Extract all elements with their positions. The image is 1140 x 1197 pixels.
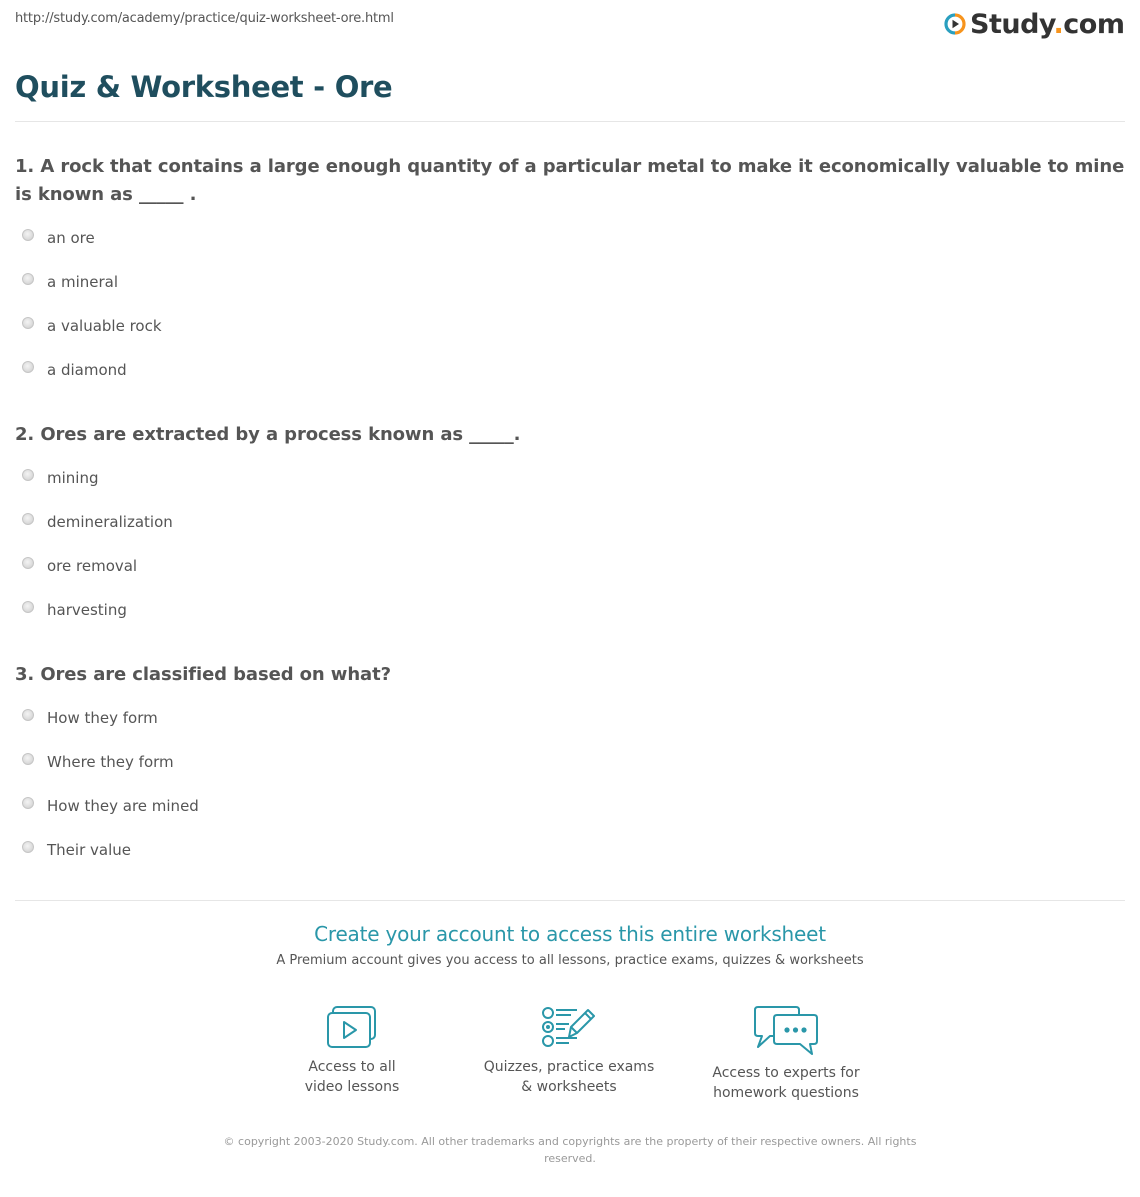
- radio-button[interactable]: [22, 841, 34, 853]
- copyright-footer: © copyright 2003-2020 Study.com. All other trademarks and copyrights are the property of their respective owners. All rights reserved.: [223, 1135, 917, 1165]
- title-divider: [15, 121, 1125, 122]
- quiz-checklist-icon: [541, 1005, 597, 1049]
- radio-button[interactable]: [22, 797, 34, 809]
- option-q2-a[interactable]: mining: [22, 467, 98, 489]
- radio-button[interactable]: [22, 709, 34, 721]
- radio-button[interactable]: [22, 557, 34, 569]
- study-logo[interactable]: [944, 8, 1125, 40]
- option-q2-d[interactable]: harvesting: [22, 599, 127, 621]
- option-q1-c[interactable]: a valuable rock: [22, 315, 162, 337]
- radio-button[interactable]: [22, 513, 34, 525]
- option-q1-a[interactable]: an ore: [22, 227, 95, 249]
- option-q3-c[interactable]: How they are mined: [22, 795, 199, 817]
- create-account-link[interactable]: Create your account to access this entire worksheet: [314, 922, 826, 946]
- option-q3-b[interactable]: Where they form: [22, 751, 174, 773]
- radio-button[interactable]: [22, 317, 34, 329]
- logo-wordmark: Study.com: [970, 8, 1125, 40]
- radio-button[interactable]: [22, 469, 34, 481]
- option-q2-c[interactable]: ore removal: [22, 555, 137, 577]
- page-url: http://study.com/academy/practice/quiz-worksheet-ore.html: [15, 11, 394, 26]
- page-title: Quiz & Worksheet - Ore: [15, 70, 393, 104]
- feature-quizzes: Quizzes, practice exams & worksheets: [479, 1005, 659, 1097]
- radio-button[interactable]: [22, 229, 34, 241]
- radio-button[interactable]: [22, 601, 34, 613]
- question-2: 2. Ores are extracted by a process known as _____.: [15, 424, 521, 445]
- radio-button[interactable]: [22, 361, 34, 373]
- feature-experts: Access to experts for homework questions: [696, 1005, 876, 1103]
- question-1: 1. A rock that contains a large enough quantity of a particular metal to make it economically valuable to mine is known as _____ .: [15, 156, 1125, 205]
- option-q3-a[interactable]: How they form: [22, 707, 158, 729]
- chat-bubbles-icon: [754, 1005, 818, 1055]
- cta-divider: [15, 900, 1125, 901]
- feature-video-lessons: Access to all video lessons: [262, 1005, 442, 1097]
- cta-subtitle: A Premium account gives you access to all lessons, practice exams, quizzes & worksheets: [276, 953, 864, 968]
- question-3: 3. Ores are classified based on what?: [15, 664, 391, 685]
- radio-button[interactable]: [22, 753, 34, 765]
- play-circle-icon: [944, 13, 966, 35]
- option-q1-b[interactable]: a mineral: [22, 271, 118, 293]
- option-q3-d[interactable]: Their value: [22, 839, 131, 861]
- option-q1-d[interactable]: a diamond: [22, 359, 127, 381]
- option-q2-b[interactable]: demineralization: [22, 511, 173, 533]
- video-lessons-icon: [326, 1005, 378, 1049]
- radio-button[interactable]: [22, 273, 34, 285]
